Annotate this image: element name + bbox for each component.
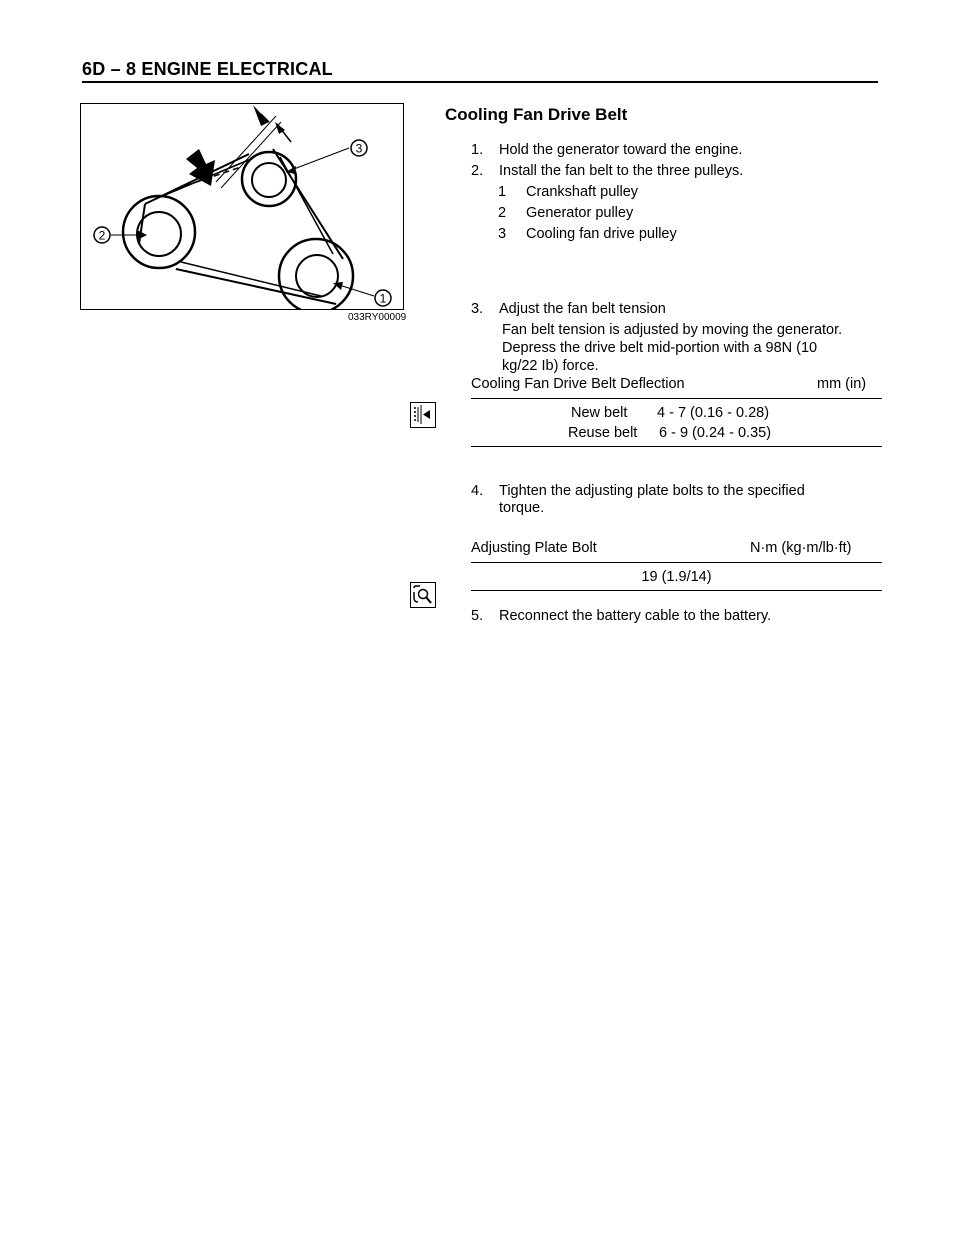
step-3-text: Adjust the fan belt tension — [499, 301, 666, 317]
fan-pulley-shape — [242, 152, 296, 206]
deflection-row-2-value: 6 - 9 (0.24 - 0.35) — [659, 425, 772, 441]
deflection-table-top-rule — [471, 398, 882, 399]
step-4-number: 4. — [471, 483, 484, 499]
pulley-3-number: 3 — [498, 226, 507, 242]
step-1-number: 1. — [471, 142, 484, 158]
tension-note-line-1: Fan belt tension is adjusted by moving the generator. — [502, 322, 843, 338]
tension-note-line-3: kg/22 Ib) force. — [502, 358, 599, 374]
section-title: Cooling Fan Drive Belt — [445, 105, 628, 124]
step-2-text: Install the fan belt to the three pulleys. — [499, 163, 744, 179]
deflection-table-unit: mm (in) — [817, 376, 867, 392]
torque-table-top-rule — [471, 562, 882, 563]
torque-table-bottom-rule — [471, 590, 882, 591]
tension-note-line-2: Depress the drive belt mid-portion with a 98N (10 — [502, 340, 818, 356]
figure-code: 033RY00009 — [348, 312, 407, 323]
step-4-text-line-2: torque. — [499, 500, 545, 516]
pulley-2-number: 2 — [498, 205, 507, 221]
belt-diagram — [80, 103, 404, 310]
torque-table-value: 19 (1.9/14) — [641, 569, 712, 585]
deflection-row-2-label: Reuse belt — [568, 425, 638, 441]
torque-table-unit: N·m (kg·m/lb·ft) — [750, 540, 852, 556]
pulley-2-label: Generator pulley — [526, 205, 634, 221]
pulley-1-label: Crankshaft pulley — [526, 184, 639, 200]
page-header: 6D – 8 ENGINE ELECTRICAL — [82, 58, 878, 83]
deflection-table-title: Cooling Fan Drive Belt Deflection — [471, 376, 685, 392]
torque-table-title: Adjusting Plate Bolt — [471, 540, 597, 556]
step-4-text-line-1: Tighten the adjusting plate bolts to the specified — [499, 483, 805, 499]
callout-3: 3 — [355, 141, 363, 156]
deflection-row-1-value: 4 - 7 (0.16 - 0.28) — [657, 405, 770, 421]
callout-2: 2 — [98, 228, 106, 243]
crankshaft-pulley-shape — [279, 239, 353, 309]
step-3-number: 3. — [471, 301, 484, 317]
pulley-3-label: Cooling fan drive pulley — [526, 226, 677, 242]
step-5-text: Reconnect the battery cable to the battery. — [499, 608, 772, 624]
callout-1: 1 — [379, 291, 387, 306]
torque-wrench-icon — [410, 582, 436, 608]
step-2-number: 2. — [471, 163, 484, 179]
measure-deflection-icon — [410, 402, 436, 428]
deflection-table-bottom-rule — [471, 446, 882, 447]
pulley-1-number: 1 — [498, 184, 507, 200]
step-5-number: 5. — [471, 608, 484, 624]
deflection-row-1-label: New belt — [571, 405, 628, 421]
generator-pulley-shape — [123, 196, 195, 268]
step-1-text: Hold the generator toward the engine. — [499, 142, 743, 158]
